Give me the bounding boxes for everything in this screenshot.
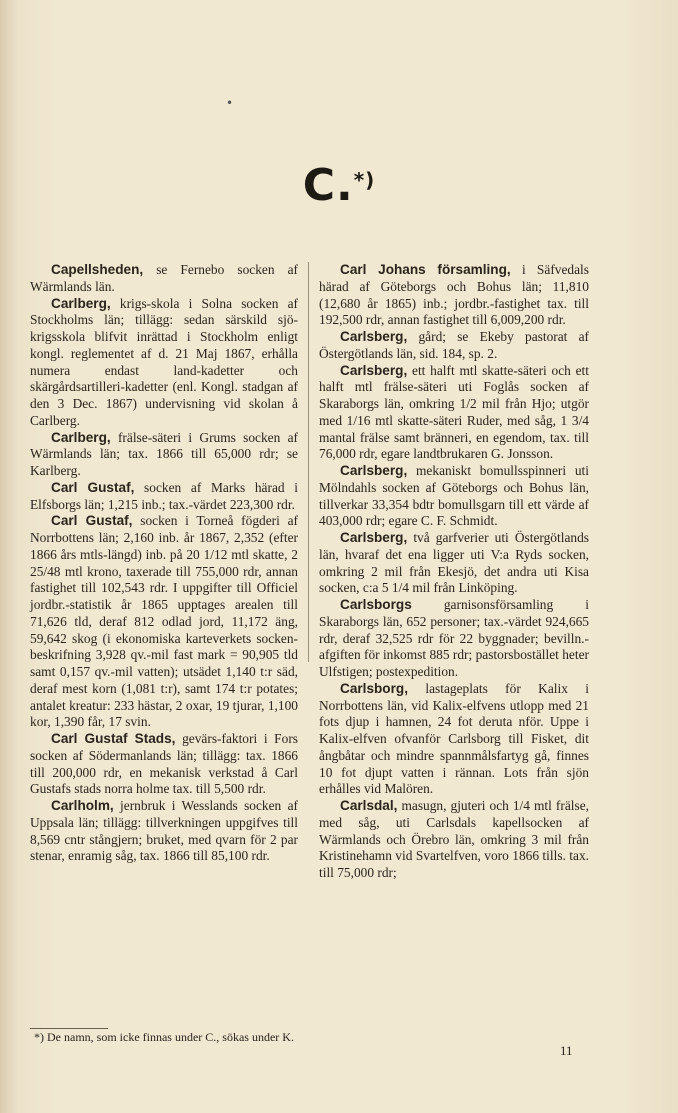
entry-term: Carl Gustaf Stads, (51, 731, 176, 746)
entry-text: i Säfvedals härad af Göteborgs och Bohus län; 11,810 (12,680 år 1865) inb.; jordbr.-fastighet tax. till 192,500 rdr, annan fastighet till 6,009,200 rdr. (319, 262, 589, 328)
heading-footnote-mark: *) (353, 168, 376, 192)
entry-term: Carlsberg, (340, 463, 408, 478)
entry-text: gård; se Ekeby pastorat af Östergötlands län, sid. 184, sp. 2. (319, 329, 589, 361)
entry-text: ett halft mtl skatte-säteri och ett halft mtl frälse-säteri uti Foglås socken af Skaraborgs län, omkring 1/2 mil från Hjo; utgör med 1/16 mtl skatte-säteri Ruder, med såg, 1 3/4 mantal frälse samt bränneri, en egendom, tax. till 76,000 rdr, egare landtbrukaren G. Jonsson. (319, 362, 589, 462)
footnote-rule (30, 1028, 108, 1029)
entry (30, 513, 298, 731)
entry-text: krigs-skola i Solna socken af Stockholms län; tillägg: sedan särskild sjö-krigsskola blifvit inrättad i Stockholm enligt kongl. reglementet af d. 21 Maj 1867, erhålla numera endast land-kadetter och skärgårdsartilleri-kadetter (enl. Kongl. stadgan af den 3 Dec. 1867) undervisning vid skolan å Carlberg. (30, 295, 298, 428)
entry-term: Capellsheden, (51, 262, 144, 277)
column-divider (308, 262, 309, 662)
entry (30, 430, 298, 480)
entry-text: två garfverier uti Östergötlands län, hvaraf det ena ligger uti V:a Ryds socken, omkring 2 mil från Ekesjö, det andra uti Kisa socken, c:a 5 1/4 mil från Linköping. (319, 530, 589, 596)
entry-text: socken i Torneå fögderi af Norrbottens län; 2,160 inb. år 1867, 2,352 (efter 1866 års mtls-längd) inb. på 20 1/12 mtl skatte, 2 25/48 mtl krono, taxerade till 755,000 rdr, annan fastighet till 102,543 rdr. I uppgifter till Officiel jordbr.-statistik år 1865 upptages arealen till 71,626 tld, deraf 812 odlad jord, 11,172 äng, 59,642 skog (i ekonomiska karteverkets socken-beskrifning 3,928 qv.-mil fast mark = 90,905 tld samt 0,157 qv.-mil vatten); utsädet 1,140 t:r säd, deraf mest korn (1,081 t:r), samt 174 t:r potates; antalet kreatur: 233 hästar, 2 oxar, 19 tjurar, 1,100 kor, 1,390 får, 17 svin. (30, 513, 298, 730)
entry-term: Carlsberg, (340, 530, 408, 545)
entry-term: Carlberg, (51, 429, 111, 445)
page-dot: • (226, 96, 234, 110)
entry-term: Carlsborgs (340, 597, 412, 612)
entry-term: Carlberg, (51, 295, 111, 311)
entry (30, 480, 298, 514)
entry-text: jernbruk i Wesslands socken af Uppsala län; tillägg: tillverkningen uppgifves till 8,569 cntr stångjern; bruket, med qvarn för 2 par stenar, enramig såg, tax. 1866 till 85,100 rdr. (30, 798, 298, 864)
entry-term: Carl Johans församling, (340, 262, 511, 277)
entry (319, 530, 589, 597)
section-heading (0, 160, 678, 211)
entry-term: Carlholm, (51, 798, 114, 813)
entry (319, 597, 589, 681)
entry (30, 731, 298, 798)
entry (30, 296, 298, 430)
right-column (319, 262, 589, 882)
entry (319, 363, 589, 464)
entry-term: Carlsborg, (340, 680, 408, 696)
entry (319, 329, 589, 363)
entry-text: lastageplats för Kalix i Norrbottens län, vid Kalix-elfvens utlopp med 21 fots djup i hamnen, 24 fot deruta nför. Uppe i Kalix-elfven ofvanför Carlsborg till Fisket, dit ångbåtar och mindre spannmålsfartyg gå, finnes 10 fot djupt vatten i rännan. Lots från sjön erhålles vid Malören. (319, 680, 589, 797)
entry-term: Carlsdal, (340, 798, 398, 813)
entry-text: garnisonsförsamling i Skaraborgs län, 652 personer; tax.-värdet 924,665 rdr, deraf 32,525 rdr för 22 byggnader; bevilln.-afgiften för inkomst 885 rdr; pastorsbostället heter Ulfstigen; postexpedition. (319, 597, 589, 679)
entry-term: Carl Gustaf, (51, 513, 133, 529)
entry-term: Carlsberg, (340, 362, 408, 378)
entry-text: masugn, gjuteri och 1/4 mtl frälse, med såg, uti Carlsdals kapellsocken af Wärmlands och Örebro län, omkring 3 mil från Kristinehamn vid Svartelfven, voro 1866 tills. tax. till 75,000 rdr; (319, 798, 589, 880)
entry (30, 262, 298, 296)
entry (319, 463, 589, 530)
entry-text: se Fernebo socken af Wärmlands län. (30, 262, 298, 294)
page-number: 11 (560, 1043, 573, 1058)
entry (319, 262, 589, 329)
entry (319, 798, 589, 882)
entry (319, 681, 589, 798)
entry-text: frälse-säteri i Grums socken af Wärmlands län; tax. 1866 till 65,000 rdr; se Karlberg. (30, 429, 298, 478)
entry-text: mekaniskt bomullsspinneri uti Mölndahls socken af Göteborgs och Bohus län, tillverkar 33,354 bdtr bomullsgarn till ett värde af 403,000 rdr; egare C. F. Schmidt. (319, 463, 589, 529)
heading-letter: C. (302, 160, 354, 211)
left-column (30, 262, 298, 865)
entry-term: Carlsberg, (340, 329, 408, 344)
entry (30, 798, 298, 865)
entry-text: gevärs-faktori i Fors socken af Södermanlands län; tillägg: tax. 1866 till 200,000 rdr, en mekanisk verkstad å Carl Gustafs stads norra holme tax. till 5,500 rdr. (30, 731, 298, 797)
entry-text: socken af Marks härad i Elfsborgs län; 1,215 inb.; tax.-värdet 223,300 rdr. (30, 479, 298, 512)
entry-term: Carl Gustaf, (51, 479, 135, 495)
footnote: *) De namn, som icke finnas under C., sökas under K. (34, 1030, 294, 1044)
